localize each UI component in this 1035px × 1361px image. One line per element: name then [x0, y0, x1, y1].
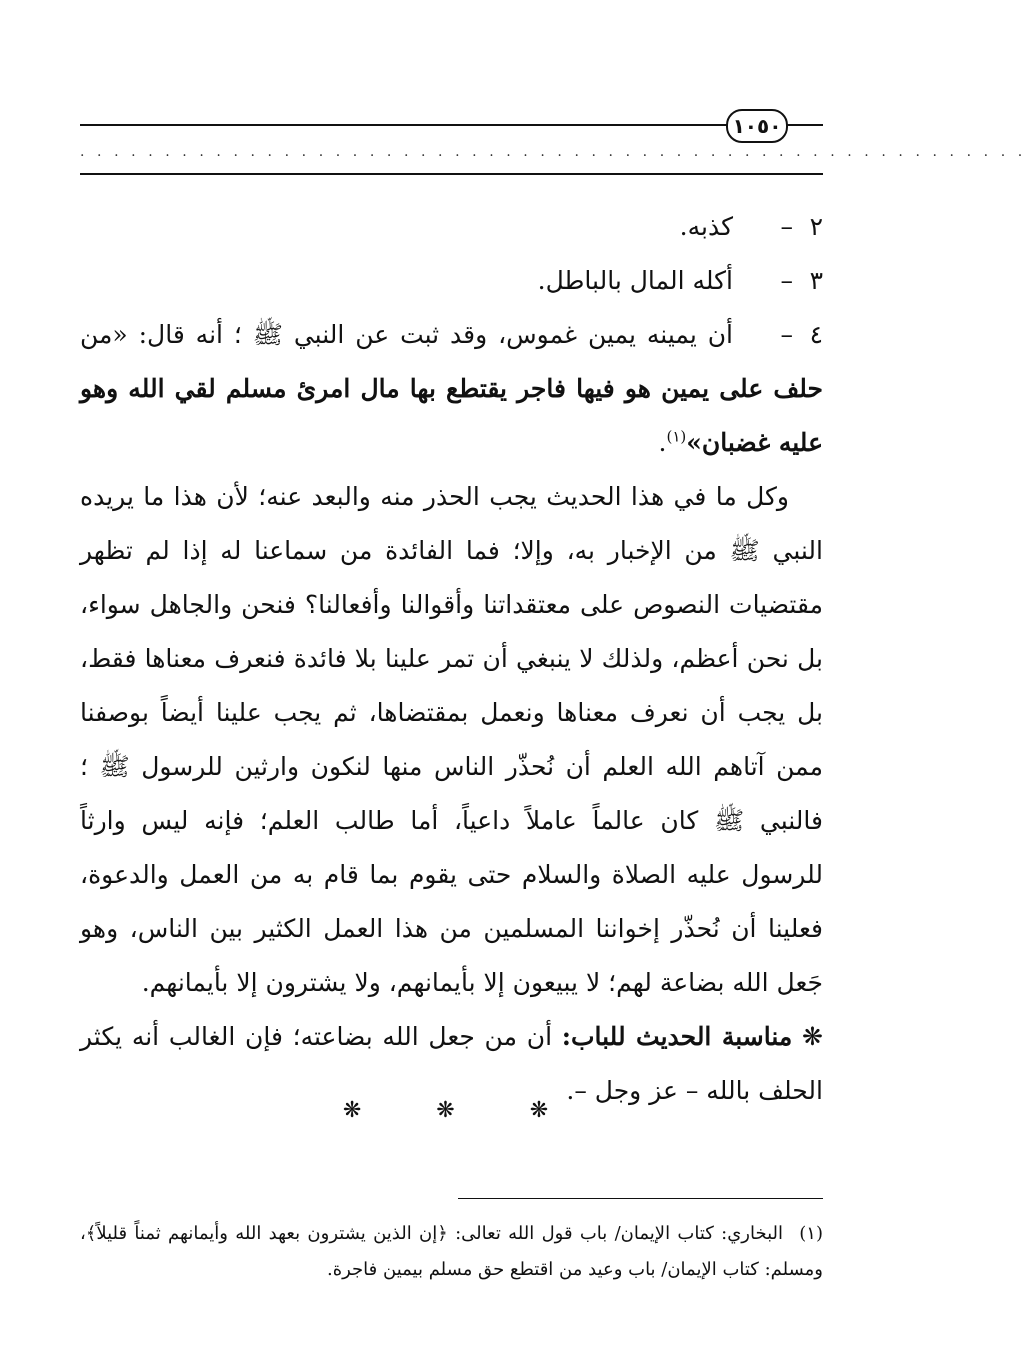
header-rule-bottom — [80, 173, 823, 175]
footnote-text: البخاري: كتاب الإيمان/ باب قول الله تعالى: ﴿إن الذين يشترون بعهد الله وأيمانهم ثمناً قليلاً﴾، ومسلم: كتاب الإيمان/ باب وعيد من اقتطع حق مسلم بيمين فاجرة. — [80, 1223, 823, 1280]
footnote-reference[interactable]: (١) — [666, 427, 687, 446]
section-separator: ❋ ❋ ❋ — [342, 1098, 583, 1123]
main-text — [80, 200, 823, 1118]
list-number: ٤ — [809, 320, 823, 349]
page-number: ١٠٥٠ — [726, 109, 788, 143]
header-rule-top — [80, 124, 823, 126]
body-paragraph: وكل ما في هذا الحديث يجب الحذر منه والبعد عنه؛ لأن هذا ما يريده النبي ﷺ من الإخبار به، وإلا؛ فما الفائدة من سماعنا له إذا لم تظهر مقتضيات النصوص على معتقداتنا وأقوالنا وأفعالنا؟ فنحن والجاهل سواء، بل نحن أعظم، ولذلك لا ينبغي أن تمر علينا بلا فائدة فنعرف معناها فقط، بل يجب أن نعرف معناها ونعمل بمقتضاها، ثم يجب علينا أيضاً بوصفنا ممن آتاهم الله العلم أن نُحذّر الناس منها لنكون وارثين للرسول ﷺ ؛ فالنبي ﷺ كان عالماً عاملاً داعياً، أما طالب العلم؛ فإنه ليس وارثاً للرسول عليه الصلاة والسلام حتى يقوم بما قام به من العمل والدعوة، فعلينا أن نُحذّر إخواننا المسلمين من هذا العمل الكثير بين الناس، وهو جَعل الله بضاعة لهم؛ لا يبيعون إلا بأيمانهم، ولا يشترون إلا بأيمانهم. — [80, 482, 823, 997]
list-text: أكله المال بالباطل. — [537, 266, 733, 295]
list-item — [80, 254, 823, 308]
list-item — [80, 308, 823, 470]
list-number: ٢ — [809, 212, 823, 241]
relevance-text: أن من جعل الله بضاعته؛ فإن الغالب أنه يكثر الحلف بالله – عز وجل –. — [80, 1022, 823, 1105]
list-dash: – — [780, 266, 793, 295]
list-end-punctuation: . — [658, 428, 667, 457]
list-item — [80, 200, 823, 254]
footnote — [80, 1216, 823, 1288]
hadith-quote: حلف على يمين هو فيها فاجر يقتطع بها مال امرئ مسلم لقي الله وهو عليه غضبان» — [80, 374, 823, 457]
footnote-rule — [458, 1198, 823, 1199]
relevance-marker-icon: ❋ — [802, 1022, 823, 1051]
list-number: ٣ — [809, 266, 823, 295]
list-text: أن يمينه يمين غموس، وقد ثبت عن النبي ﷺ ؛ أنه قال: «من — [80, 320, 733, 349]
list-dash: – — [780, 320, 793, 349]
header-dotted-line: ........................................................ — [80, 144, 1035, 160]
relevance-label: مناسبة الحديث للباب: — [561, 1022, 793, 1051]
list-text: كذبه. — [679, 212, 733, 241]
footnote-number: (١) — [799, 1223, 823, 1244]
list-dash: – — [780, 212, 793, 241]
